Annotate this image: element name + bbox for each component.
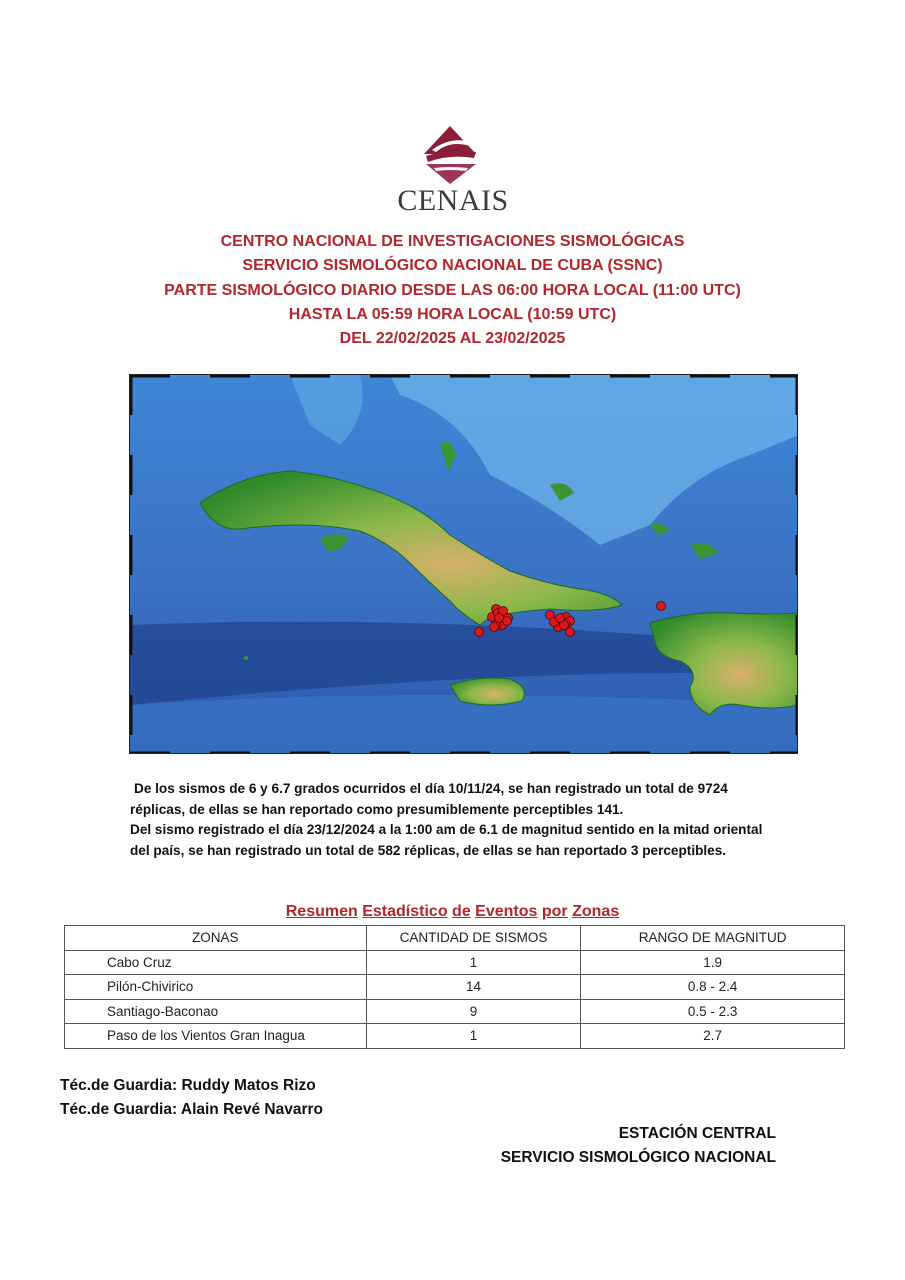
seismic-event-marker [490, 623, 499, 632]
cenais-logo [388, 122, 518, 217]
report-header [0, 230, 905, 351]
table-title-word: Eventos [475, 903, 538, 920]
aftershock-summary-dec [130, 820, 780, 861]
seismic-event-marker [495, 614, 504, 623]
zone-magnitude-range: 0.8 - 2.4 [581, 975, 845, 1000]
table-header-row [65, 926, 845, 951]
aftershock-summary-nov-text: De los sismos de 6 y 6.7 grados ocurridos el día 10/11/24, se han registrado un total de 9724 réplicas, de ellas se han reportado como presumiblemente perceptibles 141. [130, 781, 728, 817]
zone-name: Pilón-Chivirico [65, 975, 367, 1000]
header-line-report-from: PARTE SISMOLÓGICO DIARIO DESDE LAS 06:00 HORA LOCAL (11:00 UTC) [164, 281, 741, 299]
aftershock-summary-nov [130, 779, 780, 820]
zone-stats-table [64, 925, 845, 1049]
table-row [65, 975, 845, 1000]
header-cantidad: CANTIDAD DE SISMOS [366, 926, 581, 951]
aftershock-summary-dec-text: Del sismo registrado el día 23/12/2024 a la 1:00 am de 6.1 de magnitud sentido en la mitad oriental del país, se han registrado un total de 582 réplicas, de ellas se han reportado 3 perceptibles. [130, 822, 763, 858]
header-line-report-to: HASTA LA 05:59 HORA LOCAL (10:59 UTC) [288, 305, 617, 323]
table-title-word: Zonas [572, 903, 620, 920]
service-name: SERVICIO SISMOLÓGICO NACIONAL [500, 1149, 776, 1166]
cenais-emblem-icon [388, 122, 518, 184]
table-title-word: Resumen [285, 903, 358, 920]
table-title-word: de [452, 903, 471, 920]
zone-magnitude-range: 2.7 [581, 1024, 845, 1049]
zone-name: Santiago-Baconao [65, 999, 367, 1024]
header-line-date-range: DEL 22/02/2025 AL 23/02/2025 [339, 330, 566, 348]
logo-wordmark: CENAIS [397, 184, 509, 217]
seismic-map [129, 374, 798, 754]
seismic-event-marker [475, 628, 484, 637]
cayman-island [244, 656, 248, 660]
zone-count: 1 [366, 950, 581, 975]
zone-magnitude-range: 1.9 [581, 950, 845, 975]
table-title-word: Estadístico [362, 903, 448, 920]
zone-name: Cabo Cruz [65, 950, 367, 975]
header-line-institution: CENTRO NACIONAL DE INVESTIGACIONES SISMOLÓGICAS [220, 233, 685, 250]
header-line-service: SERVICIO SISMOLÓGICO NACIONAL DE CUBA (SSNC) [242, 257, 663, 275]
header-zonas: ZONAS [65, 926, 367, 951]
zone-count: 9 [366, 999, 581, 1024]
zone-name: Paso de los Vientos Gran Inagua [65, 1024, 367, 1049]
jamaica-island [450, 678, 524, 705]
seismic-event-marker [657, 602, 666, 611]
zone-magnitude-range: 0.5 - 2.3 [581, 999, 845, 1024]
table-title [0, 903, 905, 921]
table-title-word: por [541, 903, 568, 920]
duty-technician-2: Téc.de Guardia: Alain Revé Navarro [60, 1101, 324, 1118]
station-name: ESTACIÓN CENTRAL [618, 1125, 776, 1142]
zone-count: 1 [366, 1024, 581, 1049]
map-canvas [130, 375, 798, 754]
table-row [65, 950, 845, 975]
duty-technician-1: Téc.de Guardia: Ruddy Matos Rizo [60, 1077, 316, 1094]
table-row [65, 999, 845, 1024]
header-rango: RANGO DE MAGNITUD [581, 926, 845, 951]
seismic-event-marker [556, 614, 565, 623]
zone-count: 14 [366, 975, 581, 1000]
table-row [65, 1024, 845, 1049]
